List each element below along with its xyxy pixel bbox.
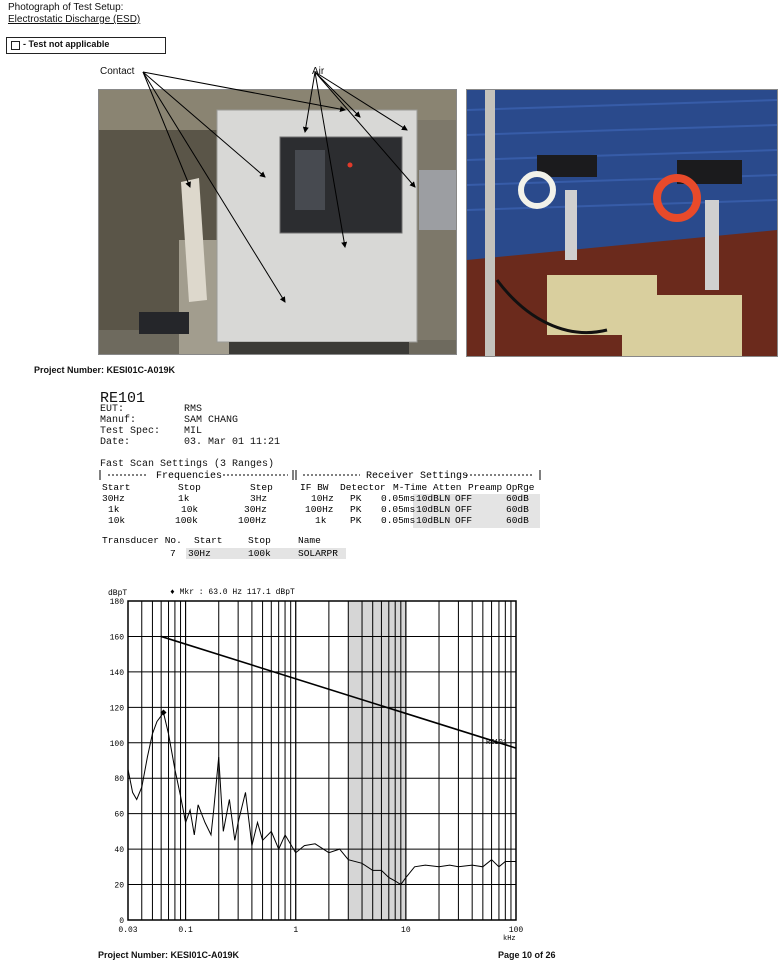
- cell: 60dB: [506, 493, 529, 504]
- page-number: Page 10 of 26: [498, 950, 556, 960]
- cell: 30Hz: [244, 504, 267, 515]
- cell: 30Hz: [188, 548, 211, 559]
- x-tick-label: 0.1: [178, 926, 193, 935]
- y-tick-label: 100: [109, 739, 124, 749]
- col-atten: Atten: [433, 482, 462, 493]
- col-stop: Stop: [178, 482, 201, 493]
- plot-frame: [128, 601, 516, 920]
- y-tick-label: 120: [109, 704, 124, 714]
- y-tick-label: 160: [109, 633, 124, 643]
- col-start: Start: [194, 535, 223, 546]
- test-not-applicable-label: - Test not applicable: [23, 39, 110, 49]
- cell: SOLARPR: [298, 548, 338, 559]
- cell: 30Hz: [102, 493, 125, 504]
- project-number-top: Project Number: KESI01C-A019K: [34, 365, 176, 375]
- col-mtime: M-Time: [393, 482, 428, 493]
- page-subtitle: Electrostatic Discharge (ESD): [8, 14, 141, 25]
- col-start: Start: [102, 482, 131, 493]
- x-tick-label: 10: [401, 926, 411, 935]
- cell: 0.05ms: [381, 493, 416, 504]
- y-tick-label: 60: [114, 810, 124, 820]
- cell: 100Hz: [305, 504, 334, 515]
- cell: 3Hz: [250, 493, 268, 504]
- antenna-setup-photo-image: [467, 90, 777, 356]
- test-not-applicable-checkbox[interactable]: [11, 41, 20, 50]
- cell: PK: [350, 504, 362, 515]
- test-not-applicable-row: [6, 37, 166, 54]
- y-tick-label: 140: [109, 668, 124, 678]
- cell: 1k: [178, 493, 190, 504]
- cell: 1k: [315, 515, 327, 526]
- cell: 10dBLN: [416, 493, 451, 504]
- measurement-trace: [128, 713, 516, 885]
- cell: 0.05ms: [381, 515, 416, 526]
- cell: 10k: [108, 515, 126, 526]
- y-axis-label: dBpT: [108, 589, 128, 598]
- cell: PK: [350, 493, 362, 504]
- project-number-footer: Project Number: KESI01C-A019K: [98, 950, 240, 960]
- col-oprge: OpRge: [506, 482, 535, 493]
- cell: OFF: [455, 515, 473, 526]
- cell: 100Hz: [238, 515, 267, 526]
- page-title: Photograph of Test Setup:: [8, 2, 124, 13]
- cell: 60dB: [506, 504, 529, 515]
- y-tick-label: 20: [114, 881, 124, 891]
- cell: OFF: [455, 493, 473, 504]
- col-name: Name: [298, 535, 321, 546]
- marker-readout: ♦ Mkr : 63.0 Hz 117.1 dBpT: [170, 588, 295, 597]
- cell: 60dB: [506, 515, 529, 526]
- air-label: Air: [312, 66, 325, 77]
- shaded-region: [348, 601, 406, 920]
- annotation-arrows: [95, 62, 465, 312]
- cell: 10Hz: [311, 493, 334, 504]
- receiver-settings-header: Receiver Settings: [366, 471, 469, 482]
- cell: OFF: [455, 504, 473, 515]
- cell: 100k: [248, 548, 271, 559]
- plot-title: RE101: [100, 390, 146, 407]
- cell: PK: [350, 515, 362, 526]
- info-row: Test Spec: MIL: [100, 426, 203, 437]
- contact-label: Contact: [100, 66, 135, 77]
- col-step: Step: [250, 482, 273, 493]
- y-tick-label: 0: [119, 917, 124, 926]
- info-row: Date: 03. Mar 01 11:21: [100, 437, 281, 448]
- cell: 10dBLN: [416, 504, 451, 515]
- y-tick-label: 40: [114, 846, 124, 856]
- col-stop: Stop: [248, 535, 271, 546]
- re101-emission-chart: [100, 583, 530, 943]
- scan-settings-table: [98, 468, 548, 530]
- frequencies-header: Frequencies: [156, 471, 223, 482]
- cell: 1k: [108, 504, 120, 515]
- info-row: Manuf: SAM CHANG: [100, 415, 239, 426]
- cell: 10k: [181, 504, 199, 515]
- x-axis-label: kHz: [503, 935, 516, 943]
- antenna-setup-photo: [466, 89, 778, 357]
- col-ifbw: IF BW: [300, 482, 329, 493]
- x-tick-label: 1: [293, 926, 299, 935]
- eut-info: [100, 404, 280, 448]
- limit-line: [161, 636, 516, 748]
- col-detector: Detector: [340, 482, 386, 493]
- transducer-table: [98, 533, 368, 561]
- x-tick-label: 0.03: [118, 926, 138, 935]
- x-tick-label: 100: [508, 926, 524, 935]
- cell: 100k: [175, 515, 198, 526]
- limit-line-label: RE101: [486, 739, 508, 748]
- y-tick-label: 80: [114, 775, 124, 785]
- cell: 0.05ms: [381, 504, 416, 515]
- cell: 7: [170, 548, 176, 559]
- info-row: EUT: RMS: [100, 404, 203, 415]
- fast-scan-heading: Fast Scan Settings (3 Ranges): [100, 459, 275, 470]
- col-transducer-no: Transducer No.: [102, 535, 182, 546]
- y-tick-label: 180: [109, 598, 124, 607]
- cell: 10dBLN: [416, 515, 451, 526]
- col-preamp: Preamp: [468, 482, 503, 493]
